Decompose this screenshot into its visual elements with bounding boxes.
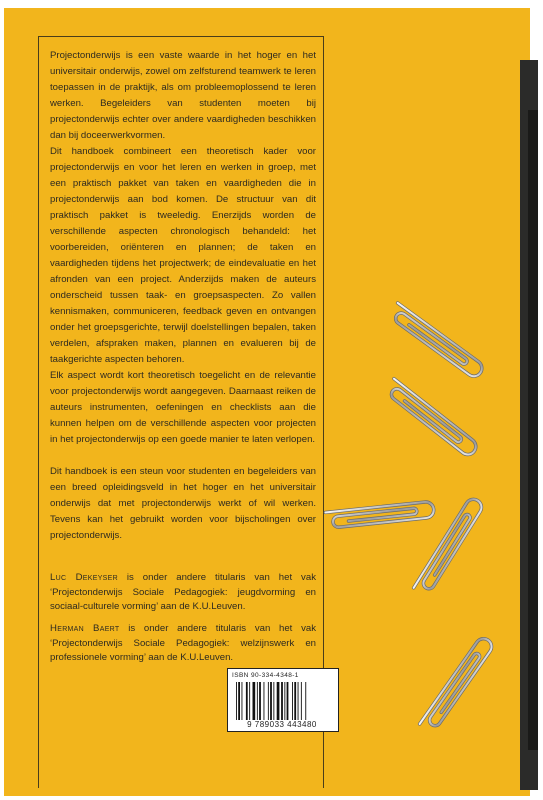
blurb (50, 48, 316, 544)
blurb-paragraph: Dit handboek combineert een theoretisch kader voor projectonderwijs en voor het leren en werken in groep, met een praktisch pakket van taken en vaardigheden die in projectonderwijs aan bod komen. De structuur van dit praktisch pakket is tweeledig. Enerzijds worden de verschillende aspecten chronologisch behandeld: het voorbereiden, oriënteren en plannen; de taken en vaardigheden tijdens het projectwerk; de eindevaluatie en het afronden van een project. Anderzijds maken de auteurs onderscheid tussen taak- en groepsaspecten. Zo vallen kennismaken, communiceren, feedback geven en ontvangen onder het groepsgerichte, terwijl doelstellingen bepalen, taken verdelen, afspraken maken, plannen en evalueren bij de taakgerichte aspecten behoren. (50, 146, 316, 365)
author-name: Luc Dekeyser (50, 572, 118, 583)
barcode-bars (236, 682, 332, 720)
barcode (227, 668, 339, 732)
author-bio-text: is onder andere titularis van het vak ‘Projectonderwijs Sociale Pedagogiek: welzijnswerk en professionele vorming’ aan de K.U.Leuven. (50, 623, 316, 663)
ean-number: 9 789033 443480 (247, 720, 317, 729)
blurb-paragraph: Dit handboek is een steun voor studenten en begeleiders van een breed opleidingsveld in het hoger en het universitair onderwijs dat met projectonderwijs werkt of wil werken. Tevens kan het gebruikt worden voor bijscholingen over projectonderwijs. (50, 466, 316, 541)
blurb-paragraph: Projectonderwijs is een vaste waarde in het hoger en het universitair onderwijs, zowel om zelfsturend teamwerk te leren toepassen in de praktijk, als om probleemoplossend te leren werken. Begeleiders van studenten moeten bij projectonderwijs echter over andere vaardigheden beschikken dan bij doceerwerkvormen. (50, 50, 316, 141)
book-spine-shadow (528, 110, 538, 750)
author-bio (50, 622, 316, 666)
blurb-paragraph: Elk aspect wordt kort theoretisch toegelicht en de relevantie voor projectonderwijs wordt aangegeven. Daarnaast reiken de auteurs instrumenten, oefeningen en checklists aan die kunnen helpen om de verschillende aspecten voor projecten in het projectonderwijs op een goede manier te laten verlopen. (50, 370, 316, 445)
author-bio-text: is onder andere titularis van het vak ‘Projectonderwijs Sociale Pedagogiek: jeugdvorming en sociaal-culturele vorming’ aan de K.U.Leuven. (50, 572, 316, 612)
author-bio (50, 571, 316, 615)
isbn-label: ISBN 90-334-4348-1 (232, 672, 299, 679)
author-name: Herman Baert (50, 623, 120, 634)
